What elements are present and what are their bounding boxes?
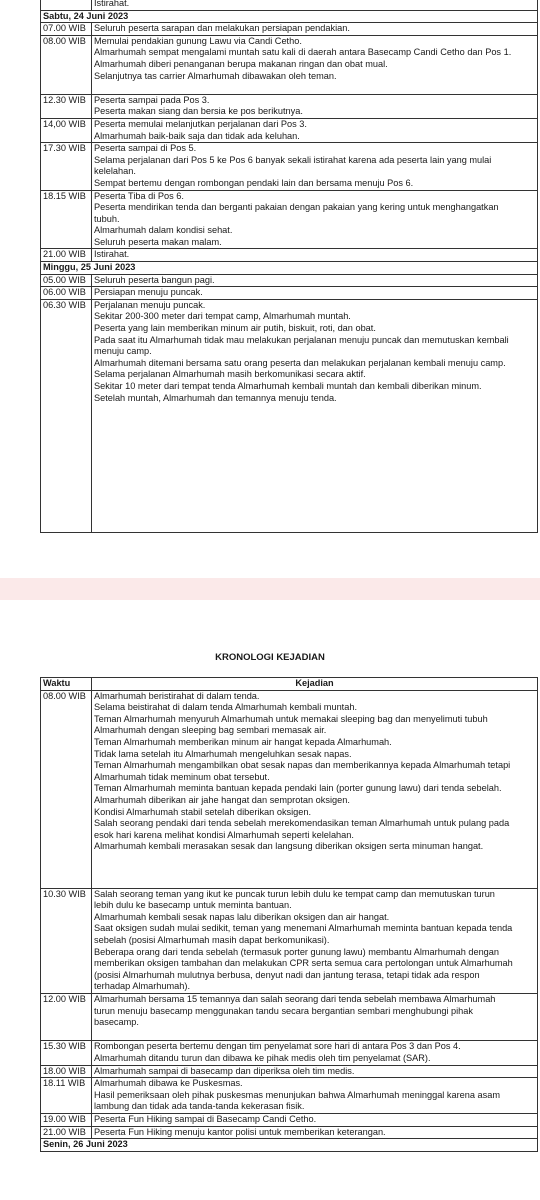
event-line: Almarhumah ditemani bersama satu orang peserta dan melakukan perjalanan kembali menuju camp. [94, 357, 506, 368]
event-cell [92, 888, 538, 993]
event-line [94, 474, 535, 486]
event-line: Almarhumah dengan sleeping bag sembari memasak air. [94, 725, 327, 736]
event-line: tubuh. [94, 213, 120, 224]
table-row [41, 1078, 538, 1114]
event-line [94, 427, 535, 439]
table-row [41, 994, 538, 1041]
chronology-table-continued [40, 0, 538, 533]
event-cell [92, 299, 538, 532]
date-cell: Minggu, 25 Juni 2023 [41, 262, 538, 275]
event-line [94, 876, 535, 888]
event-line [94, 520, 535, 532]
event-line: Seluruh peserta makan malam. [94, 236, 222, 247]
table-row [41, 1113, 538, 1126]
event-line: Almarhumah diberi penanganan berupa makanan ringan dan obat mual. [94, 58, 388, 69]
table-header-row [41, 678, 538, 691]
time-cell: 05.00 WIB [41, 274, 92, 287]
time-cell: 10.30 WIB [41, 888, 92, 993]
event-cell [92, 690, 538, 888]
table-row [41, 1065, 538, 1078]
event-line: Perjalanan menuju puncak. [94, 299, 206, 310]
time-cell: 12.30 WIB [41, 94, 92, 118]
time-cell: 08.00 WIB [41, 35, 92, 94]
event-cell [92, 994, 538, 1041]
time-cell: 21.00 WIB [41, 249, 92, 262]
time-cell: 19.00 WIB [41, 1113, 92, 1126]
event-line: Peserta Fun Hiking sampai di Basecamp Candi Cetho. [94, 1113, 317, 1124]
event-cell [92, 118, 538, 142]
event-line: Almarhumah beristirahat di dalam tenda. [94, 690, 260, 701]
event-cell [92, 94, 538, 118]
document-page-1 [0, 0, 540, 578]
event-cell [92, 287, 538, 300]
event-line: Beberapa orang dari tenda sebelah (termasuk porter gunung lawu) membantu Almarhumah dengan [94, 946, 500, 957]
event-line: Setelah muntah, Almarhumah dan temannya menuju tenda. [94, 392, 337, 403]
event-line: Peserta Fun Hiking menuju kantor polisi untuk memberikan keterangan. [94, 1126, 386, 1137]
event-line [94, 404, 535, 416]
table-row [41, 143, 538, 190]
event-line: Selama perjalanan dari Pos 5 ke Pos 6 banyak sekali istirahat karena ada peserta lain yang mulai [94, 154, 492, 165]
event-line: Teman Almarhumah mengambilkan obat sesak napas dan memberikannya kepada Almarhumah tetapi [94, 760, 511, 771]
event-line: Istirahat. [94, 249, 130, 260]
event-line: basecamp. [94, 1017, 139, 1028]
event-line: Almarhumah baik-baik saja dan tidak ada keluhan. [94, 130, 300, 141]
event-line: lebih dulu ke basecamp untuk meminta bantuan. [94, 900, 292, 911]
table-row [41, 249, 538, 262]
date-cell: Senin, 26 Juni 2023 [41, 1139, 538, 1152]
event-line: turun menuju basecamp menggunakan tandu secara bergantian sembari menghubungi pihak [94, 1005, 473, 1016]
event-line: kelelahan. [94, 166, 136, 177]
table-row [41, 888, 538, 993]
event-line: Hasil pemeriksaan oleh pihak puskesmas menunjukan bahwa Almarhumah meninggal karena asam [94, 1089, 501, 1100]
table-row [41, 190, 538, 249]
time-cell: 07.00 WIB [41, 23, 92, 36]
event-line: Almarhumah sampai di basecamp dan diperiksa oleh tim medis. [94, 1065, 355, 1076]
event-line: Peserta Tiba di Pos 6. [94, 190, 184, 201]
event-line: Salah seorang teman yang ikut ke puncak turun lebih dulu ke tempat camp dan memutuskan turun [94, 888, 495, 899]
time-cell: 18.15 WIB [41, 190, 92, 249]
event-line: Teman Almarhumah memberikan minum air hangat kepada Almarhumah. [94, 736, 392, 747]
event-line: Peserta mendirikan tenda dan berganti pakaian dengan pakaian yang kering untuk menghangatkan [94, 202, 499, 213]
event-line: esok hari karena melihat kondisi Almarhumah seperti kelelahan. [94, 829, 354, 840]
event-line: Saat oksigen sudah mulai sedikit, teman yang menemani Almarhumah meminta bantuan kepada tenda [94, 923, 513, 934]
event-line: Pada saat itu Almarhumah tidak mau melakukan perjalanan menuju puncak dan memutuskan kembali [94, 334, 509, 345]
event-line: Selama beistirahat di dalam tenda Almarhumah kembali muntah. [94, 702, 358, 713]
event-line: terhadap Almarhumah). [94, 981, 191, 992]
event-line: Almarhumah dalam kondisi sehat. [94, 225, 233, 236]
event-line: memberikan oksigen tambahan dan melakukan CPR serta semua cara pertolongan untuk Almarhumah [94, 958, 513, 969]
date-row [41, 1139, 538, 1152]
event-line [94, 497, 535, 509]
event-line: Kondisi Almarhumah stabil setelah diberikan oksigen. [94, 806, 312, 817]
time-cell: 15.30 WIB [41, 1041, 92, 1065]
event-line: sebelah (posisi Almarhumah masih dapat berkomunikasi). [94, 935, 330, 946]
event-line: Peserta yang lain memberikan minum air putih, biskuit, roti, dan obat. [94, 323, 376, 334]
event-line [94, 416, 535, 428]
header-time: Waktu [41, 678, 92, 691]
event-line: Tidak lama setelah itu Almarhumah mengeluhkan sesak napas. [94, 748, 352, 759]
chronology-table [40, 677, 538, 1152]
event-line [94, 853, 535, 865]
date-row [41, 10, 538, 23]
time-cell: 18.00 WIB [41, 1065, 92, 1078]
time-cell: 21.00 WIB [41, 1126, 92, 1139]
event-line: Almarhumah tidak meminum obat tersebut. [94, 771, 270, 782]
time-cell: 14,00 WIB [41, 118, 92, 142]
event-line [94, 451, 535, 463]
event-cell [92, 1078, 538, 1114]
table-row [41, 274, 538, 287]
event-line: Almarhumah kembali sesak napas lalu diberikan oksigen dan air hangat. [94, 911, 390, 922]
event-cell [92, 23, 538, 36]
event-line: lambung dan tidak ada tanda-tanda kekerasan fisik. [94, 1101, 305, 1112]
event-line: Sempat bertemu dengan rombongan pendaki lain dan bersama menuju Pos 6. [94, 177, 414, 188]
table-row [41, 118, 538, 142]
table-row [41, 690, 538, 888]
event-line: menuju camp. [94, 346, 152, 357]
table-row [41, 299, 538, 532]
event-line: Seluruh peserta sarapan dan melakukan persiapan pendakian. [94, 23, 350, 34]
time-cell: 06.30 WIB [41, 299, 92, 532]
event-line: Almarhumah dibawa ke Puskesmas. [94, 1078, 243, 1089]
time-cell [41, 0, 92, 10]
event-line: Persiapan menuju puncak. [94, 287, 203, 298]
event-line: Peserta sampai di Pos 5. [94, 143, 197, 154]
table-row [41, 1126, 538, 1139]
event-line: Peserta sampai pada Pos 3. [94, 94, 210, 105]
event-line [94, 865, 535, 877]
event-line: Selanjutnya tas carrier Almarhumah dibawakan oleh teman. [94, 70, 337, 81]
event-cell [92, 35, 538, 94]
event-line: Almarhumah diberikan air jahe hangat dan semprotan oksigen. [94, 794, 350, 805]
event-line: Seluruh peserta bangun pagi. [94, 274, 215, 285]
page-title: KRONOLOGI KEJADIAN [215, 652, 325, 663]
table-row [41, 35, 538, 94]
event-line: Almarhumah sempat mengalami muntah satu kali di daerah antara Basecamp Candi Cetho dan Pos 1. [94, 47, 512, 58]
event-line [94, 1029, 535, 1041]
event-line: Salah seorang pendaki dari tenda sebelah merekomendasikan teman Almarhumah untuk pulang pada [94, 818, 510, 829]
table-row [41, 0, 538, 10]
event-line: Almarhumah kembali merasakan sesak dan langsung diberikan oksigen serta minuman hangat. [94, 841, 484, 852]
time-cell: 17.30 WIB [41, 143, 92, 190]
event-line [94, 82, 535, 94]
event-line [94, 485, 535, 497]
event-cell [92, 1041, 538, 1065]
event-line: (posisi Almarhumah mulutnya berbusa, denyut nadi dan jantung terasa, tetapi tidak ada respon [94, 969, 480, 980]
event-line [94, 439, 535, 451]
event-cell [92, 190, 538, 249]
event-line: Almarhumah bersama 15 temannya dan salah seorang dari tenda sebelah membawa Almarhumah [94, 994, 496, 1005]
event-line: Memulai pendakian gunung Lawu via Candi Cetho. [94, 35, 302, 46]
event-line: Rombongan peserta bertemu dengan tim penyelamat sore hari di antara Pos 3 dan Pos 4. [94, 1041, 461, 1052]
event-line: Almarhumah ditandu turun dan dibawa ke pihak medis oleh tim penyelamat (SAR). [94, 1053, 431, 1063]
event-line: Teman Almarhumah menyuruh Almarhumah untuk memakai sleeping bag dan menyelimuti tubuh [94, 713, 488, 724]
event-cell [92, 1113, 538, 1126]
event-cell [92, 1065, 538, 1078]
date-row [41, 262, 538, 275]
table-row [41, 94, 538, 118]
event-line: Peserta memulai melanjutkan perjalanan dari Pos 3. [94, 118, 307, 129]
page-gap [0, 578, 540, 600]
event-line: Teman Almarhumah meminta bantuan kepada pendaki lain (porter gunung lawu) dari tenda sebelah. [94, 783, 502, 794]
event-line: Peserta makan siang dan bersia ke pos berikutnya. [94, 106, 303, 117]
event-line [94, 462, 535, 474]
event-line: Selama perjalanan Almarhumah masih berkomunikasi secara aktif. [94, 369, 366, 380]
time-cell: 12.00 WIB [41, 994, 92, 1041]
event-line: Sekitar 200-300 meter dari tempat camp, Almarhumah muntah. [94, 311, 351, 322]
table-row [41, 23, 538, 36]
time-cell: 18.11 WIB [41, 1078, 92, 1114]
time-cell: 06.00 WIB [41, 287, 92, 300]
header-event: Kejadian [92, 678, 538, 691]
event-line: Sekitar 10 meter dari tempat tenda Almarhumah kembali muntah dan kembali diberikan minum. [94, 381, 482, 391]
table-row [41, 287, 538, 300]
date-cell: Sabtu, 24 Juni 2023 [41, 10, 538, 23]
event-cell: Istirahat. [92, 0, 538, 10]
event-line [94, 509, 535, 521]
event-cell [92, 1126, 538, 1139]
event-cell [92, 143, 538, 190]
event-cell [92, 249, 538, 262]
event-cell [92, 274, 538, 287]
time-cell: 08.00 WIB [41, 690, 92, 888]
document-page-2 [0, 600, 540, 1200]
table-row [41, 1041, 538, 1065]
